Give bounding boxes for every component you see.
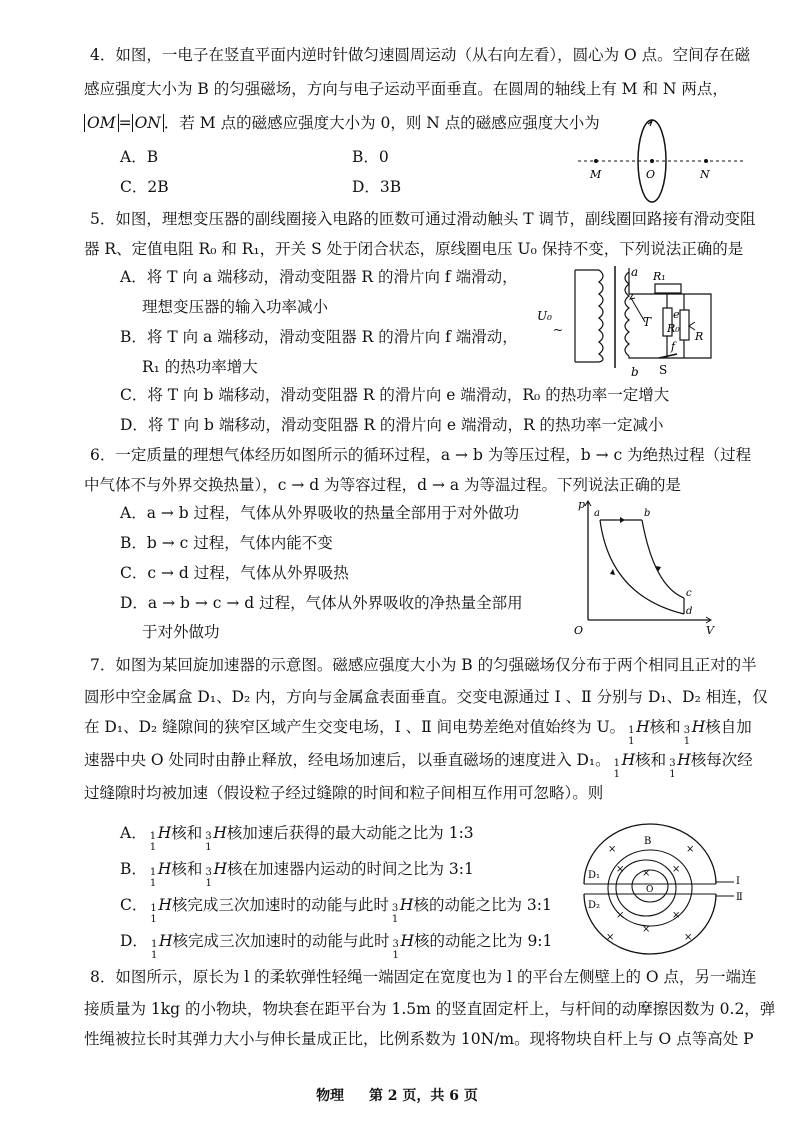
q4-option-b: B．0 xyxy=(352,148,389,166)
label-d2: D₂ xyxy=(588,900,601,911)
resistor-r1 xyxy=(655,284,681,293)
x-mark: × xyxy=(616,864,625,875)
x-mark: × xyxy=(672,864,681,875)
label-t: T xyxy=(643,315,652,329)
label-a: a xyxy=(631,265,639,279)
label-terminal-2: Ⅱ xyxy=(736,892,743,903)
isotope-h1: 1 1 xyxy=(628,725,635,747)
q5-option-b-2: R₁ 的热功率增大 xyxy=(142,358,258,376)
x-mark: × xyxy=(686,844,695,855)
q7-line-4-and: 核和 xyxy=(635,751,667,769)
q5-option-d: D．将 T 向 b 端移动，滑动变阻器 R 的滑片向 e 端滑动，R 的热功率一定减小 xyxy=(120,416,664,434)
label-terminal-1: Ⅰ xyxy=(736,876,740,887)
q6-line-2: 中气体不与外界交换热量），c → d 为等容过程，d → a 为等温过程。下列说法正确的是 xyxy=(84,476,682,494)
label-s: S xyxy=(659,363,668,377)
q4-option-a: A．B xyxy=(120,148,159,166)
x-mark: × xyxy=(684,932,693,943)
label-u0: U₀ xyxy=(537,309,552,323)
label-e: e xyxy=(673,308,680,321)
symbol-h: H xyxy=(677,751,691,769)
q7-line-4-end: 核每次经 xyxy=(690,751,753,769)
q6-option-a: A．a → b 过程，气体从外界吸收的热量全部用于对外做功 xyxy=(120,504,520,522)
q5-option-b-1: B．将 T 向 a 端移动，滑动变阻器 R 的滑片向 f 端滑动， xyxy=(120,328,518,346)
isotope-h3: 3 1 xyxy=(683,725,691,747)
q4-line-1: 4．如图，一电子在竖直平面内逆时针做匀速圆周运动（从右向左看），圆心为 O 点。空间存在磁 xyxy=(90,46,751,64)
footer-page-number: 第 2 页，共 6 页 xyxy=(368,1088,478,1104)
q7-line-5: 过缝隙时均被加速（假设粒子经过缝隙的时间和粒子间相互作用可忽略）。则 xyxy=(84,784,604,802)
x-mark: × xyxy=(606,932,615,943)
x-mark: × xyxy=(672,910,681,921)
label-o: O xyxy=(646,885,654,895)
q5-line-2: 器 R、定值电阻 R₀ 和 R₁，开关 S 处于闭合状态，原线圈电压 U₀ 保持不变，下列说法正确的是 xyxy=(84,240,744,258)
switch-s xyxy=(659,354,677,358)
q4-line-2: 感应强度大小为 B 的匀强磁场，方向与电子运动平面垂直。在圆周的轴线上有 M 和 N 两点， xyxy=(84,80,728,98)
primary-coil xyxy=(599,270,603,362)
symbol-h: H xyxy=(636,718,650,736)
q7-line-1: 7．如图为某回旋加速器的示意图。磁感应强度大小为 B 的匀强磁场仅分布于两个相同且正对的半 xyxy=(90,656,757,674)
axis-v-label: V xyxy=(706,624,714,637)
q5-line-1: 5．如图，理想变压器的副线圈接入电路的匝数可通过滑动触头 T 调节，副线圈回路接有滑动变阻 xyxy=(90,210,756,228)
point-c-label: c xyxy=(686,588,692,599)
label-r: R xyxy=(695,330,704,343)
q4-figure xyxy=(570,118,750,208)
q5-option-a-1: A．将 T 向 a 端移动，滑动变阻器 R 的滑片向 f 端滑动， xyxy=(120,268,518,286)
q8-line-3: 性绳被拉长时其弹力大小与伸长量成正比，比例系数为 10N/m。现将物块自杆上与 O 点等高处 P xyxy=(84,1030,754,1048)
q7-line-3-and: 核和 xyxy=(649,718,681,736)
q4-line-3-rest: ．若 M 点的磁感应强度大小为 0，则 N 点的磁感应强度大小为 xyxy=(163,114,600,132)
abs-om: OM xyxy=(84,114,119,132)
q8-line-1: 8．如图所示，原长为 l 的柔软弹性轻绳一端固定在宽度也为 l 的平台左侧壁上的 O 点，另一端连 xyxy=(90,968,757,986)
point-n xyxy=(704,159,708,163)
abs-on: ON xyxy=(132,114,164,132)
q6-option-b: B．b → c 过程，气体内能不变 xyxy=(120,534,333,552)
point-d-label: d xyxy=(686,606,693,617)
q7-line-4 xyxy=(84,745,754,780)
q6-line-1: 6．一定质量的理想气体经历如图所示的循环过程，a → b 为等压过程，b → c 为绝热过程（过程 xyxy=(90,446,752,464)
isotope-h3: 3 1 xyxy=(669,758,676,780)
x-mark: × xyxy=(616,910,625,921)
symbol-h: H xyxy=(691,718,706,736)
footer-subject: 物理 xyxy=(316,1088,345,1104)
q8-line-2: 接质量为 1kg 的小物块，物块套在距平台为 1.5m 的竖直固定杆上，与杆间的动摩擦因数为 0.2，弹 xyxy=(84,1000,776,1018)
q7-line-3 xyxy=(84,712,754,747)
q7-line-2: 圆形中空金属盒 D₁、D₂ 内，方向与金属盒表面垂直。交变电源通过 Ⅰ 、Ⅱ 分别与 D₁、D₂ 相连，仅 xyxy=(84,688,768,706)
q7-line-4-text: 速器中央 O 处同时由静止释放，经电场加速后，以垂直磁场的速度进入 D₁。 xyxy=(84,751,611,769)
label-b: B xyxy=(644,836,652,847)
label-m: M xyxy=(590,168,602,181)
rheostat-r xyxy=(680,310,689,340)
q6-pv-diagram xyxy=(570,496,720,638)
equals: = xyxy=(118,114,132,132)
point-o xyxy=(650,159,654,163)
q6-option-c: C．c → d 过程，气体从外界吸热 xyxy=(120,564,349,582)
label-f: f xyxy=(671,340,676,353)
symbol-h: H xyxy=(621,751,636,769)
label-r1: R₁ xyxy=(653,270,666,283)
origin-label: O xyxy=(574,624,584,637)
q5-option-c: C．将 T 向 b 端移动，滑动变阻器 R 的滑片向 e 端滑动，R₀ 的热功率一定增大 xyxy=(120,386,670,404)
x-mark: × xyxy=(642,924,651,935)
q4-option-c: C．2B xyxy=(120,178,169,196)
process-bc xyxy=(642,520,684,598)
page-footer xyxy=(0,1085,794,1105)
label-n: N xyxy=(700,168,710,181)
label-b: b xyxy=(631,365,639,379)
label-ac: ~ xyxy=(553,323,564,337)
q5-circuit-figure xyxy=(535,262,715,382)
q7-cyclotron-figure xyxy=(576,822,746,960)
q5-option-a-2: 理想变压器的输入功率减小 xyxy=(142,298,329,316)
process-da xyxy=(600,520,684,614)
q7-option-c: C． 1 1 H核完成三次加速时的动能与此时 3 1 H核的动能之比为 3:1 xyxy=(120,896,552,925)
point-a-label: a xyxy=(594,508,600,519)
q7-option-b: B． 1 1 H核和 3 1 H核在加速器内运动的时间之比为 3:1 xyxy=(120,860,474,889)
q4-option-d: D．3B xyxy=(352,178,402,196)
point-b-label: b xyxy=(644,508,651,519)
q6-option-d-2: 于对外做功 xyxy=(142,623,220,641)
label-r0: R₀ xyxy=(667,322,680,335)
q7-option-a: A． 1 1 H核和 3 1 H核加速后获得的最大动能之比为 1:3 xyxy=(120,824,474,853)
q7-line-3-end: 核自加 xyxy=(705,718,752,736)
x-mark: × xyxy=(608,844,617,855)
q6-option-d-1: D．a → b → c → d 过程，气体从外界吸收的净热量全部用 xyxy=(120,594,523,612)
x-mark: × xyxy=(642,868,651,879)
label-d1: D₁ xyxy=(588,870,601,881)
q7-line-3-text: 在 D₁、D₂ 缝隙间的狭窄区域产生交变电场，Ⅰ 、Ⅱ 间电势差绝对值始终为 U。 xyxy=(84,718,626,736)
q7-option-d: D． 1 1 H核完成三次加速时的动能与此时 3 1 H核的动能之比为 9:1 xyxy=(120,932,553,961)
axis-p-label: p xyxy=(578,498,586,511)
point-m xyxy=(594,159,598,163)
isotope-h1: 1 1 xyxy=(613,758,621,780)
label-o: O xyxy=(646,168,656,181)
